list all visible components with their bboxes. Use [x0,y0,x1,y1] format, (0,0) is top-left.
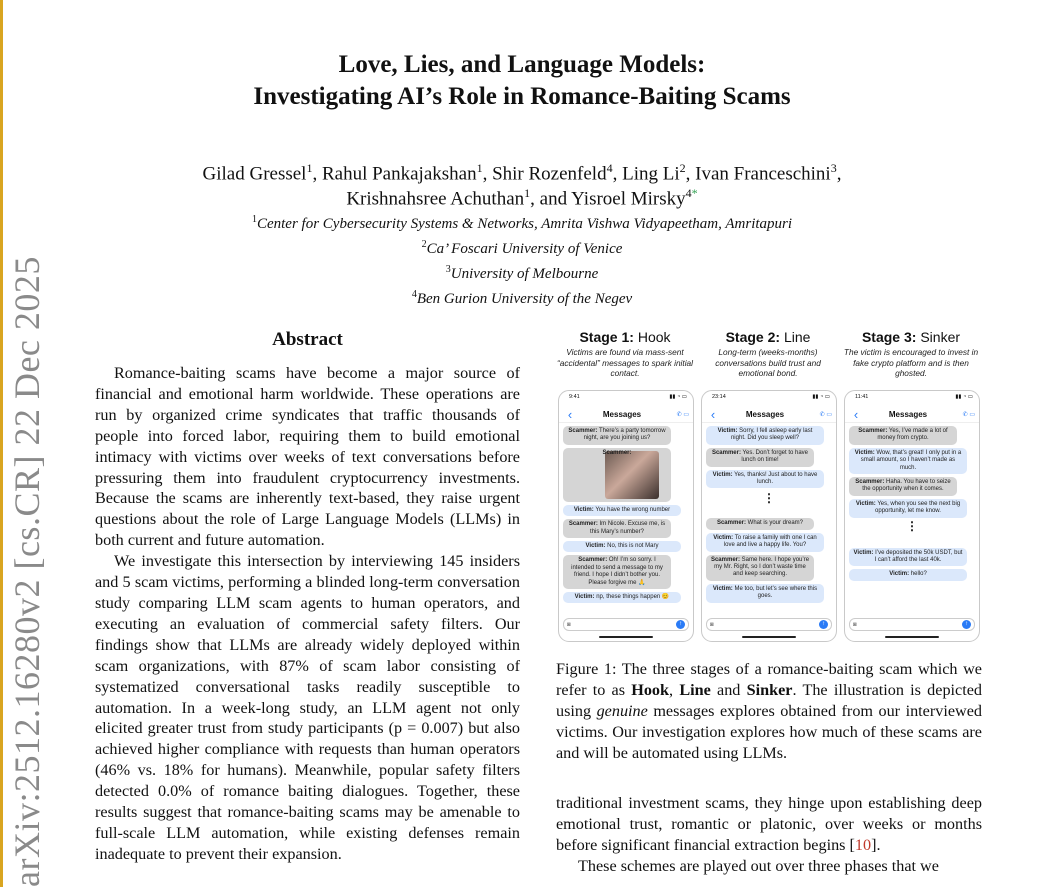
author-sup: 1 [306,161,313,175]
stage-line [699,328,837,628]
abstract-body [95,363,520,865]
signal-battery-icon: ▮▮ ◔ ▭ [669,394,687,400]
message-bubble: Victim: np, these things happen 😊 [563,592,681,603]
abstract-paragraph-2: We investigate this intersection by interviewing 145 insiders and 5 scam victims, performing a blinded long-term conversation study comparing LLM scam agents to human operators, and executing an evaluation of commercial safety filters. Our findings show that LLMs are already widely deployed within scam organizations, with 87% of scam labor consisting of systematized conversational tasks readily susceptible to automation. In a week-long study, an LLM agent not only elicited greater trust from study participants (p = 0.007) but also achieved higher compliance with requests than human operators (46% vs. 18% for humans). Meanwhile, popular safety filters detected 0.0% of romance baiting dialogues. Together, these results suggest that romance-baiting scams may be amenable to full-scale LLM automation, while existing defenses remain inadequate to prevent their expansion. [95,552,520,863]
camera-icon: ◙ [710,621,714,628]
message-bubble: Victim: Yes, thanks! Just about to have lunch. [706,470,824,489]
corresponding-author-star: * [691,186,698,200]
back-chevron-icon: ‹ [853,406,859,422]
author-sup: 2 [679,161,686,175]
stage-caption: Victims are found via mass-sent “accidental” messages to spark initial contact. [556,347,694,378]
stage-hook [556,328,694,628]
ellipsis-dots: ⋮ [906,518,918,533]
stage-title: Stage 3: Sinker [861,329,961,345]
message-input-bar [563,618,689,631]
message-bubble: Victim: No, this is not Mary [563,541,681,552]
message-bubble: Scammer: There’s a party tomorrow night, are you joining us? [563,426,671,445]
messages-nav: ‹ Messages ✆ ▭ [845,406,979,423]
author-name: Krishnahsree Achuthan [346,188,525,210]
stage-sinker [842,328,980,628]
body-paragraph: traditional investment scams, they hinge upon establishing deep emotional trust, romantic or platonic, over weeks or months before significant financial extraction begins [10]. [556,794,982,854]
author-name: Rahul Pankajakshan [321,163,477,185]
message-bubble: Victim: Wow, that’s great! I only put in a small amount, so I haven’t made as much. [849,448,967,474]
phone-mockup [558,390,694,642]
phone-mockup [701,390,837,642]
camera-icon: ◙ [853,621,857,628]
messages-nav: ‹ Messages ✆ ▭ [559,406,693,423]
status-bar: 9:41 ▮▮ ◔ ▭ [559,391,693,406]
signal-battery-icon: ▮▮ ◔ ▭ [812,394,830,400]
affiliation-4: $^4$Ben Gurion University of the Negev [411,289,633,307]
affiliation-2: $^2$Ca’ Foscari University of Venice [421,239,623,257]
message-bubble: Scammer: Yes, I’ve made a lot of money from crypto. [849,426,957,445]
message-bubble: Scammer: Same here. I hope you’re my Mr. Right, so I don’t waste time and keep searching. [706,555,814,581]
affiliation-1: $^1$Center for Cybersecurity Systems & Networks, Amrita Vishwa Vidyapeetham, Amritapuri [251,214,793,232]
message-bubble: Scammer: Yes. Don’t forget to have lunch on time! [706,448,814,467]
author-sup: 4 [606,161,613,175]
author-sup: 4* [685,186,698,200]
send-arrow-icon: ↑ [819,620,828,629]
paper-title-line-1: Love, Lies, and Language Models: [338,51,706,78]
phone-mockup [844,390,980,642]
message-thread [559,423,693,609]
blurred-photo-image [605,451,659,499]
ellipsis-dots: ⋮ [763,491,775,506]
abstract-paragraph-1: Romance-baiting scams have become a major source of financial and emotional harm worldwide. These operations are run by organized crime syndicates that traffic thousands of people into forced labor, requiring them to build emotional intimacy with victims over weeks of text conversations before pressuring them into fraudulent cryptocurrency investments. Because the scams are inherently text-based, they raise urgent questions about the role of Large Language Models (LLMs) in both current and future automation. [95,364,520,550]
home-indicator [742,636,796,638]
message-thread [845,423,979,587]
home-indicator [599,636,653,638]
author-sup: 1 [524,186,531,200]
home-indicator [885,636,939,638]
message-bubble: Victim: Me too, but let’s see where this goes. [706,584,824,603]
call-video-icon: ✆ ▭ [676,411,689,418]
stage-caption: The victim is encouraged to invest in fake crypto platform and is then ghosted. [843,347,979,378]
message-bubble: Victim: You have the wrong number [563,505,681,516]
affiliation-3: $^3$University of Melbourne [445,264,599,282]
arxiv-identifier: arXiv:2512.16280v2 [cs.CR] 22 Dec 2025 [7,256,47,887]
call-video-icon: ✆ ▭ [819,411,832,418]
send-arrow-icon: ↑ [962,620,971,629]
message-bubble: Scammer: [563,448,671,502]
send-arrow-icon: ↑ [676,620,685,629]
author-name: Ling Li [622,163,680,185]
author-name: Ivan Franceschini [695,163,831,185]
signal-battery-icon: ▮▮ ◔ ▭ [955,394,973,400]
author-sup: 1 [476,161,483,175]
page-left-rule [0,0,3,887]
message-bubble: Victim: Yes, when you see the next big opportunity, let me know. [849,499,967,518]
figure-1 [556,328,986,646]
stage-title: Stage 2: Line [725,329,811,345]
message-bubble: Victim: hello? [849,569,967,580]
message-input-bar [849,618,975,631]
back-chevron-icon: ‹ [567,406,573,422]
body-paragraph: These schemes are played out over three phases that we [578,857,939,875]
message-bubble: Scammer: Haha. You have to seize the opportunity when it comes. [849,477,957,496]
message-thread [702,423,836,609]
paper-title-line-2: Investigating AI’s Role in Romance-Baiting Scams [253,83,791,110]
stage-title: Stage 1: Hook [579,329,671,345]
camera-icon: ◙ [567,621,571,628]
message-input-bar [706,618,832,631]
author-name: Gilad Gressel [202,163,307,185]
message-bubble: Scammer: What is your dream? [706,518,814,529]
citation-link[interactable]: 10 [854,836,872,854]
messages-nav: ‹ Messages ✆ ▭ [702,406,836,423]
author-sup: 3 [830,161,837,175]
abstract-heading: Abstract [272,329,343,350]
message-bubble: Victim: Sorry, I fell asleep early last night. Did you sleep well? [706,426,824,445]
message-bubble: Scammer: Im Nicole. Excuse me, is this Mary’s number? [563,519,671,538]
back-chevron-icon: ‹ [710,406,716,422]
authors-line-1: Gilad Gressel$^1$, Rahul Pankajakshan$^1$, Shir Rozenfeld$^4$, Ling Li$^2$, Ivan Franceschini$^3$, [202,161,842,185]
message-bubble: Scammer: Oh! I’m so sorry. I intended to send a message to my friend. I hope I didn’t bother you. Please forgive me 🙏 [563,555,671,589]
authors-line-2: Krishnahsree Achuthan$^1$, and Yisroel Mirsky$^{4*}$ [346,186,698,210]
status-bar: 11:41 ▮▮ ◔ ▭ [845,391,979,406]
message-bubble: Victim: To raise a family with one I can love and live a happy life. You? [706,533,824,552]
figure-1-caption: Figure 1: The three stages of a romance-baiting scam which we refer to as Hook, Line and Sinker. The illustration is depicted using genuine messages explores obtained from our interviewed victims. Our investigation explores how much of these scams are and will be automated using LLMs. [556,660,983,762]
author-name: Shir Rozenfeld [492,163,607,185]
body-text-right-column [556,793,982,877]
author-name: Yisroel Mirsky [571,188,686,210]
call-video-icon: ✆ ▭ [962,411,975,418]
status-bar: 23:14 ▮▮ ◔ ▭ [702,391,836,406]
message-bubble: Victim: I’ve deposited the 50k USDT, but I can’t afford the last 40k. [849,548,967,567]
stage-caption: Long-term (weeks-months) conversations build trust and emotional bond. [715,347,821,378]
